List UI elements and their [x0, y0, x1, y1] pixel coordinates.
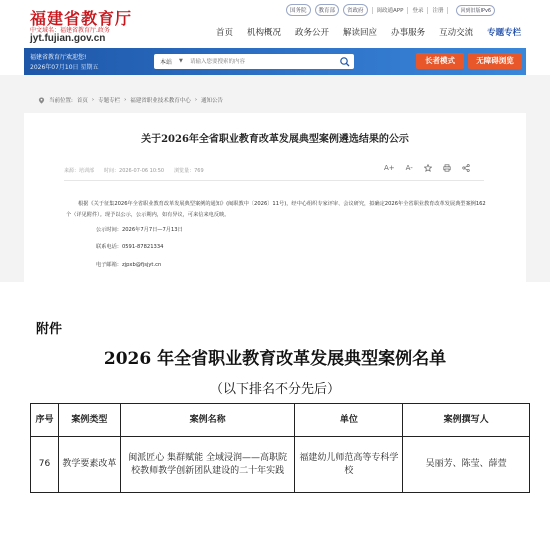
location-icon — [38, 97, 45, 104]
article-time: 时间：2026-07-06 10:50 — [104, 168, 165, 174]
publicity-period: 公示时间：2026年7月7日—7月13日 — [96, 227, 183, 233]
site-domain: jyt.fujian.gov.cn — [30, 33, 106, 44]
article-views: 浏览量：769 — [174, 168, 204, 174]
accessible-browse-button[interactable]: 无障碍浏览 — [468, 53, 522, 69]
print-icon[interactable] — [443, 164, 451, 172]
cell-type: 教学要素改革 — [58, 437, 120, 493]
contact-phone: 联系电话：0591-87821334 — [96, 244, 164, 250]
top-links — [286, 4, 495, 16]
divider — [407, 7, 408, 14]
nav-special-topics[interactable]: 专题专栏 — [487, 28, 522, 38]
breadcrumb-item-center[interactable]: 福建省职业技术教育中心 — [130, 98, 191, 104]
divider — [447, 7, 448, 14]
nav-home[interactable]: 首页 — [216, 28, 234, 38]
table-header-row — [31, 404, 530, 437]
welcome-text: 福建省教育厅欢迎您! — [30, 54, 87, 61]
attachment-title: 2026 年全省职业教育改革发展典型案例名单 — [103, 349, 447, 369]
article-title: 关于2026年全省职业教育改革发展典型案例遴选结果的公示 — [141, 134, 409, 145]
cell-authors: 吴丽芳、陈莹、薛萱 — [403, 437, 530, 493]
breadcrumb-prefix: 当前位置: — [49, 98, 73, 104]
column-header-name: 案例名称 — [120, 404, 295, 437]
breadcrumb-separator: › — [124, 97, 127, 103]
top-link-state-council[interactable]: 国务院 — [286, 4, 311, 16]
divider — [427, 7, 428, 14]
site-header — [0, 0, 550, 48]
font-increase-button[interactable]: A+ — [384, 164, 395, 172]
search-icon[interactable] — [339, 56, 351, 67]
cell-name: 闽派匠心 集群赋能 全域浸润——高职院校教师教学创新团队建设的二十年实践 — [120, 437, 295, 493]
breadcrumb-separator: › — [194, 97, 198, 103]
article-tools — [384, 164, 470, 172]
breadcrumb-item-home[interactable]: 首页 — [76, 98, 88, 104]
blue-banner — [24, 48, 526, 75]
cell-no: 76 — [31, 437, 59, 493]
nav-interaction[interactable]: 互动交流 — [439, 28, 474, 38]
font-decrease-button[interactable]: A- — [405, 164, 413, 172]
column-header-unit: 单位 — [295, 404, 403, 437]
article-divider — [64, 180, 484, 181]
register-link[interactable]: 注册 — [432, 8, 444, 14]
search-scope-select[interactable]: 本站 — [160, 59, 173, 66]
site-chinese-domain: 中文域名：福建省教育厅.政务 — [30, 27, 110, 34]
table-row — [31, 437, 530, 493]
attachment-subtitle: （以下排名不分先后） — [209, 382, 340, 397]
favorite-icon[interactable] — [424, 164, 432, 172]
breadcrumb-item-notices[interactable]: 通知公告 — [201, 98, 224, 104]
cell-unit: 福建幼儿师范高等专科学校 — [295, 437, 403, 493]
cases-table — [30, 403, 530, 493]
breadcrumb-item-topics[interactable]: 专题专栏 — [98, 98, 121, 104]
current-date: 2026年07月10日 星期五 — [30, 64, 99, 71]
breadcrumb — [38, 96, 223, 104]
chevron-down-icon: ▼ — [179, 58, 183, 64]
column-header-type: 案例类型 — [58, 404, 120, 437]
search-box — [154, 54, 354, 69]
share-icon[interactable] — [462, 164, 470, 172]
login-link[interactable]: 登录 — [412, 8, 424, 14]
divider — [372, 7, 373, 14]
main-nav — [216, 26, 521, 38]
search-input[interactable] — [190, 56, 330, 67]
site-logo-title[interactable]: 福建省教育厅 — [30, 9, 133, 28]
nav-organization[interactable]: 机构概况 — [247, 28, 282, 38]
app-link[interactable]: 闽政通APP — [376, 8, 404, 14]
breadcrumb-separator: › — [91, 97, 95, 103]
nav-services[interactable]: 办事服务 — [391, 28, 426, 38]
column-header-authors: 案例撰写人 — [403, 404, 530, 437]
old-version-link[interactable]: 回到旧版IPv6 — [456, 5, 495, 16]
top-link-ministry[interactable]: 教育部 — [315, 4, 340, 16]
article-meta — [64, 167, 204, 174]
nav-government-affairs[interactable]: 政务公开 — [295, 28, 330, 38]
contact-email: 电子邮箱：zjpxb@fjsjyt.cn — [96, 262, 162, 268]
article-source: 来源：培训部 — [64, 168, 95, 174]
attachment-label: 附件 — [36, 322, 63, 337]
top-link-province[interactable]: 省政府 — [343, 4, 368, 16]
article-body: 根据《关于征集2026年全省职业教育改革发展典型案例的通知》(闽职教中〔2026〕11号)，经中心组织专家评审、会议研究，拟确定2026年全省职业教育改革发展典型案例162个（详见附件）。现予以公示，公示期内，如有异议，可来信来电反映。 — [66, 201, 486, 218]
elder-mode-button[interactable]: 长者模式 — [416, 53, 464, 69]
column-header-no: 序号 — [31, 404, 59, 437]
nav-interpretation[interactable]: 解读回应 — [343, 28, 378, 38]
